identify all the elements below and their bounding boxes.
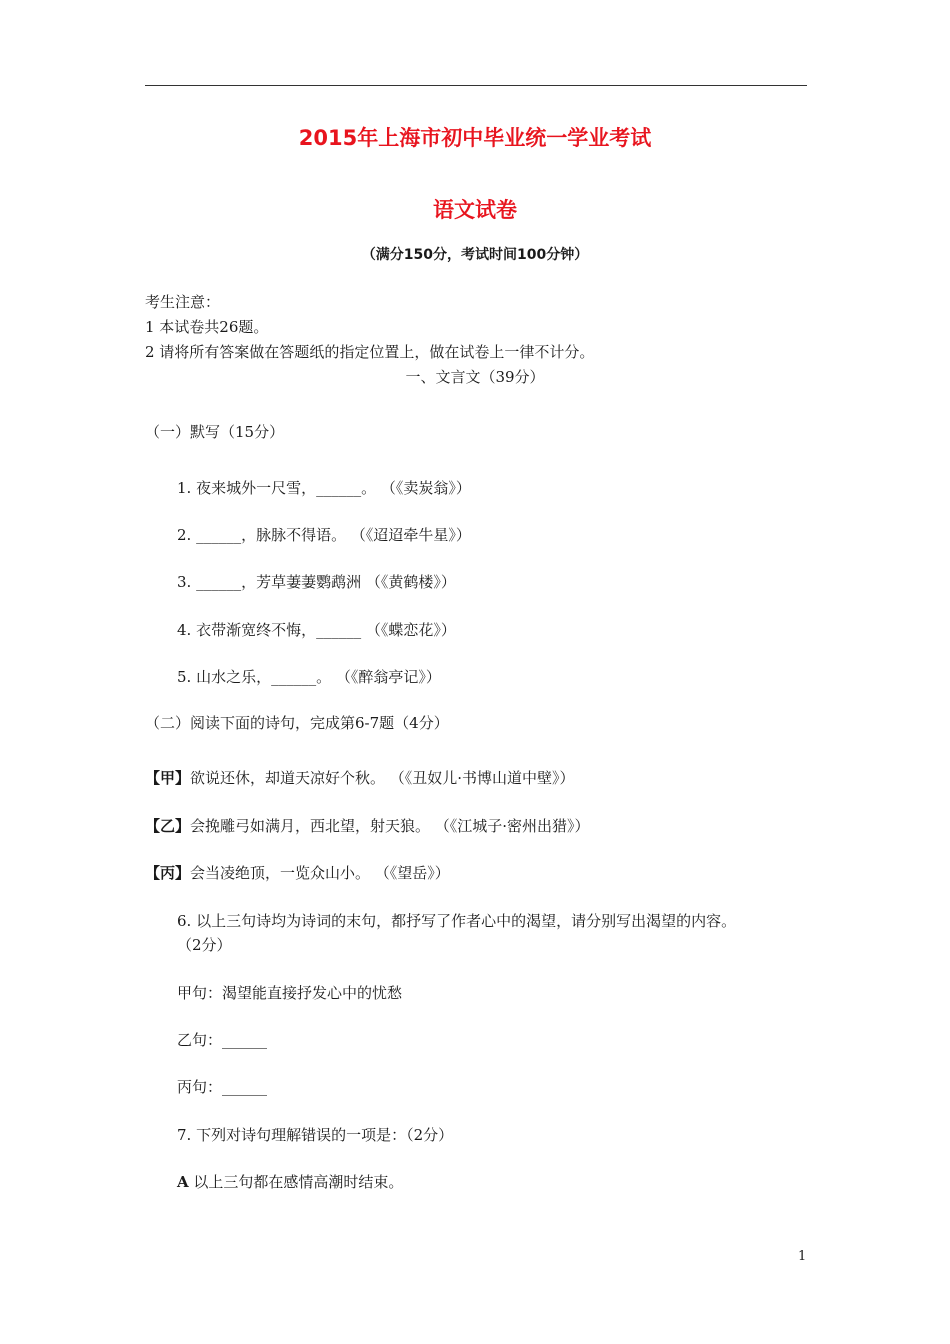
exam-title: 2015年上海市初中毕业统一学业考试 [298,126,652,150]
option-a-letter: A [177,1173,189,1191]
poem-yi [145,816,590,836]
question-6-line1: 6. 以上三句诗均为诗词的末句，都抒写了作者心中的渴望，请分别写出渴望的内容。 [177,912,737,930]
question-3: 3. ______，芳草萋萋鹦鹉洲 （《黄鹤楼》） [177,573,456,591]
poem-jia [145,768,575,788]
answer-jia: 甲句：渴望能直接抒发心中的忧愁 [177,984,403,1002]
note-item-1: 1 本试卷共26题。 [145,318,269,336]
exam-subject: 语文试卷 [433,198,517,222]
section1-title: 一、文言文（39分） [405,368,545,386]
header-rule [145,85,807,86]
page-number: 1 [798,1249,807,1264]
part2-title: （二）阅读下面的诗句，完成第6-7题（4分） [145,714,449,732]
option-a-text: 以上三句都在感情高潮时结束。 [188,1173,404,1191]
question-6-line2: （2分） [177,936,232,954]
poem-bing-mark: 【丙】 [145,864,191,882]
question-2: 2. ______，脉脉不得语。 （《迢迢牵牛星》） [177,526,471,544]
note-item-2: 2 请将所有答案做在答题纸的指定位置上，做在试卷上一律不计分。 [145,343,595,361]
question-5: 5. 山水之乐，______。 （《醉翁亭记》） [177,668,441,686]
question-7-option-a [177,1172,403,1192]
poem-jia-text: 欲说还休，却道天凉好个秋。 （《丑奴儿·书博山道中壁》） [190,769,575,787]
poem-bing [145,863,450,883]
notes-heading: 考生注意： [145,293,221,311]
poem-yi-text: 会挽雕弓如满月，西北望，射天狼。 （《江城子·密州出猎》） [190,817,590,835]
answer-bing: 丙句：______ [177,1078,268,1096]
answer-yi: 乙句：______ [177,1031,268,1049]
poem-yi-mark: 【乙】 [145,817,191,835]
question-1: 1. 夜来城外一尺雪，______。 （《卖炭翁》） [177,479,471,497]
score-note: （满分150分，考试时间100分钟） [361,247,589,263]
poem-jia-mark: 【甲】 [145,769,191,787]
question-4: 4. 衣带渐宽终不悔，______ （《蝶恋花》） [177,621,456,639]
poem-bing-text: 会当凌绝顶，一览众山小。 （《望岳》） [190,864,450,882]
question-7: 7. 下列对诗句理解错误的一项是：（2分） [177,1126,454,1144]
part1-title: （一）默写（15分） [145,423,285,441]
